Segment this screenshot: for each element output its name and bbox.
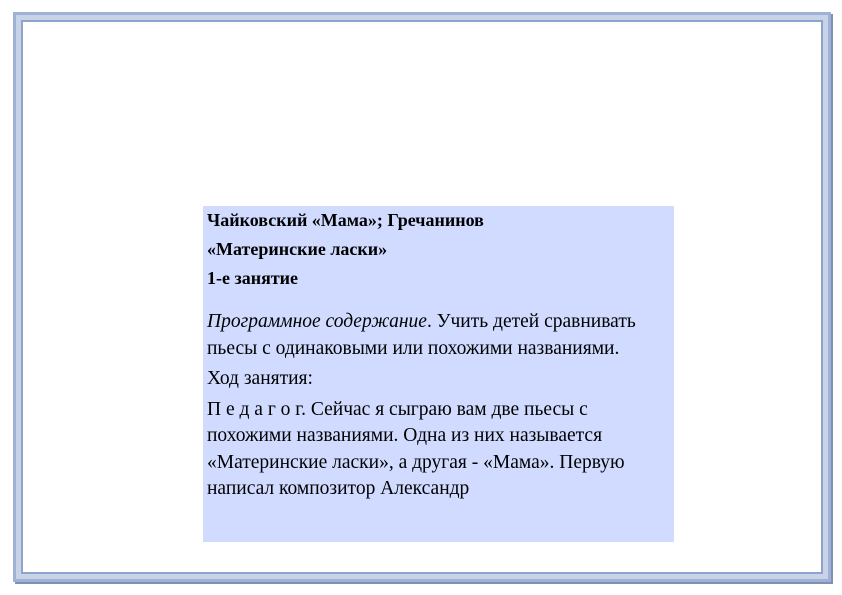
program-label: Программное содержание [207,311,427,332]
speaker-label: П е д а г о г. [207,398,306,420]
spacer [207,293,670,309]
title-line-2: «Материнские ласки» [207,239,388,259]
title-line-3: 1-е занятие [207,268,299,288]
program-text: . Учить детей сравнивать пьесы с одинаковыми или похожими названиями. [207,311,636,359]
program-paragraph [207,309,670,362]
lesson-flow-heading: Ход занятия: [207,368,313,389]
speech-text: Сейчас я сыграю вам две пьесы с похожими названиями. Одна из них называется «Материнские ласки», а другая - «Мама». Первую написал композитор Александр [207,398,625,499]
speech-paragraph [207,397,670,503]
text-box [203,206,674,542]
title-line-1: Чайковский «Мама»; Гречанинов [207,210,484,230]
